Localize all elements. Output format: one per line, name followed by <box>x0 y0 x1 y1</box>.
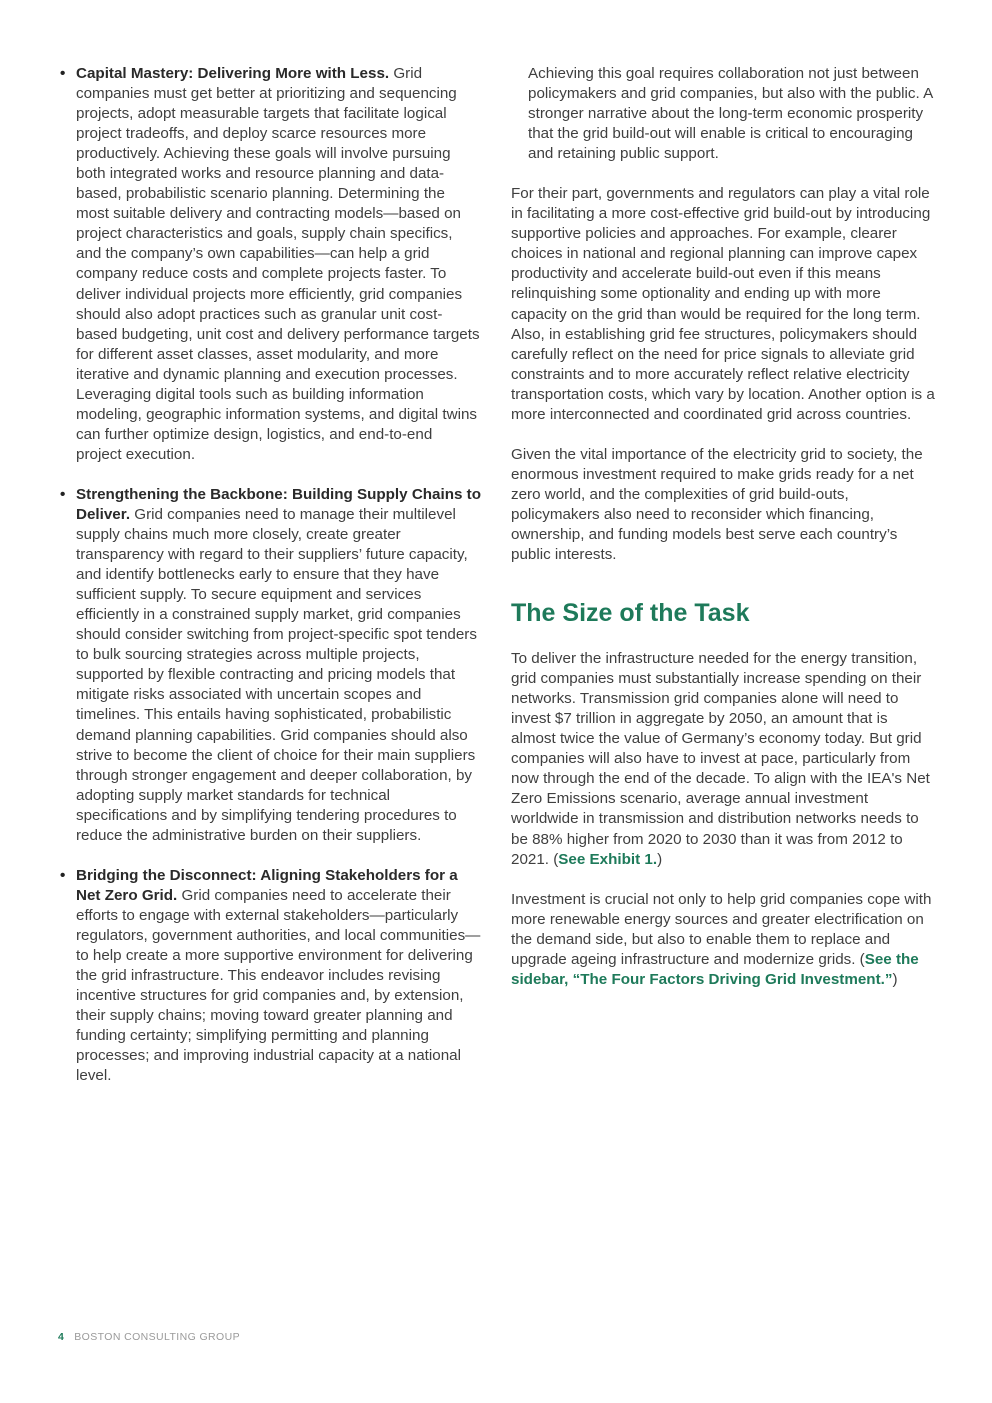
exhibit-link[interactable]: See Exhibit 1. <box>558 850 658 868</box>
bullet-dot: • <box>60 485 66 503</box>
section-heading: The Size of the Task <box>511 599 750 628</box>
paragraph-vital-importance: Given the vital importance of the electricity grid to society, the enormous investment required to make grids ready for a net zero world, and the complexities of grid build-outs, policymakers also need to reconsider which financing, ownership, and funding models best serve each country’s public interests. <box>511 445 923 564</box>
paragraph-size-of-task <box>511 649 935 870</box>
paren-close: ) <box>657 850 663 868</box>
bullet-body: Grid companies need to accelerate their efforts to engage with external stakeholders—particularly regulators, government authorities, and local communities—to help create a more supportive environment for delivering the grid infrastructure. This endeavor includes revising incentive structures for grid companies and, by extension, their supply chains; moving toward greater planning and funding certainty; simplifying permitting and planning processes; and improving industrial capacity at a national level. <box>76 886 481 1085</box>
bullet-title: Capital Mastery: Delivering More with Less. <box>76 65 390 82</box>
footer-org: BOSTON CONSULTING GROUP <box>74 1331 240 1343</box>
bullet-item-strengthening-backbone <box>58 485 482 846</box>
paragraph-investment <box>511 890 935 990</box>
bullet-item-bridging-disconnect <box>58 866 482 1087</box>
paragraph-text: To deliver the infrastructure needed for the energy transition, grid companies must substantially increase spending on their networks. Transmission grid companies alone will need to invest $7 trillion in aggregate by 2050, an amount that is almost twice the value of Germany’s economy today. But grid companies will also have to invest at pace, particularly from now through the end of the decade. To align with the IEA's Net Zero Emissions scenario, average annual investment worldwide in transmission and distribution networks needs to be 88% higher from 2020 to 2030 than it was from 2012 to 2021. <box>511 650 930 868</box>
paragraph-text: Investment is crucial not only to help grid companies cope with more renewable energy sources and greater electrification on the demand side, but also to enable them to replace and upgrade ageing infrastructure and modernize grids. ( <box>511 890 932 968</box>
left-column <box>58 64 482 1106</box>
bullet-body: Grid companies need to manage their multilevel supply chains much more closely, create greater transparency with regard to their suppliers’ future capacity, and identify bottlenecks early to ensure that they have sufficient supply. To secure equipment and services efficiently in a constrained supply market, grid companies should consider switching from project-specific spot tenders to bulk sourcing strategies across multiple projects, supported by flexible contracting and pricing models that mitigate risks associated with uncertain scopes and timelines. This entails having sophisticated, probabilistic demand planning capabilities. Grid companies should also strive to become the client of choice for their main suppliers through stronger engagement and deeper collaboration, by adopting supply market standards for technical specifications and by simplifying tendering procedures to reduce the administrative burden on their suppliers. <box>76 505 477 844</box>
bullet-title: Strengthening the Backbone: Building Supply Chains to Deliver. <box>76 485 482 523</box>
right-column <box>511 64 935 1010</box>
bullet-continuation: Achieving this goal requires collaboration not just between policymakers and grid companies, but also with the public. A stronger narrative about the long-term economic prosperity that the grid build-out will enable is critical to encouraging and retaining public support. <box>528 65 933 163</box>
bullet-title: Bridging the Disconnect: Aligning Stakeholders for a Net Zero Grid. <box>76 866 458 904</box>
paragraph-governments: For their part, governments and regulators can play a vital role in facilitating a more cost-effective grid build-out by introducing supportive policies and approaches. For example, clearer choices in national and regional planning can improve capex productivity and accelerate build-out even if this means relinquishing some optionality and ending up with more capacity on the grid than would be required for the long term. Also, in establishing grid fee structures, policymakers should carefully reflect on the need for price signals to alleviate grid constraints and to more accurately reflect relative electricity transportation costs, which vary by location. Another option is a more interconnected and coordinated grid across countries. <box>511 185 935 423</box>
bullet-dot: • <box>60 65 66 82</box>
bullet-dot: • <box>60 866 66 884</box>
bullet-item-capital-mastery <box>58 64 482 465</box>
page-number: 4 <box>58 1331 65 1343</box>
bullet-list <box>58 64 482 1086</box>
sidebar-link[interactable]: See the sidebar, “The Four Factors Driving Grid Investment.” <box>511 950 919 988</box>
bullet-body: Grid companies must get better at prioritizing and sequencing projects, adopt measurable targets that facilitate logical project tradeoffs, and deploy scarce resources more productively. Achieving these goals will involve pursuing both integrated works and resource planning and data-based, probabilistic scenario planning. Determining the most suitable delivery and contracting models—based on project characteristics and goals, supply chain specifics, and the company’s own capabilities—can help a grid company reduce costs and complete projects faster. To deliver individual projects more efficiently, grid companies should also adopt practices such as granular unit cost-based budgeting, unit cost and delivery performance targets for different asset classes, asset modularity, and more iterative and dynamic planning and execution processes. Leveraging digital tools such as building information modeling, geographic information systems, and digital twins can further optimize design, logistics, and end-to-end project execution. <box>76 65 480 463</box>
paren-close: ) <box>892 970 898 988</box>
paren-open: ( <box>553 850 559 868</box>
page-footer <box>58 1331 240 1343</box>
